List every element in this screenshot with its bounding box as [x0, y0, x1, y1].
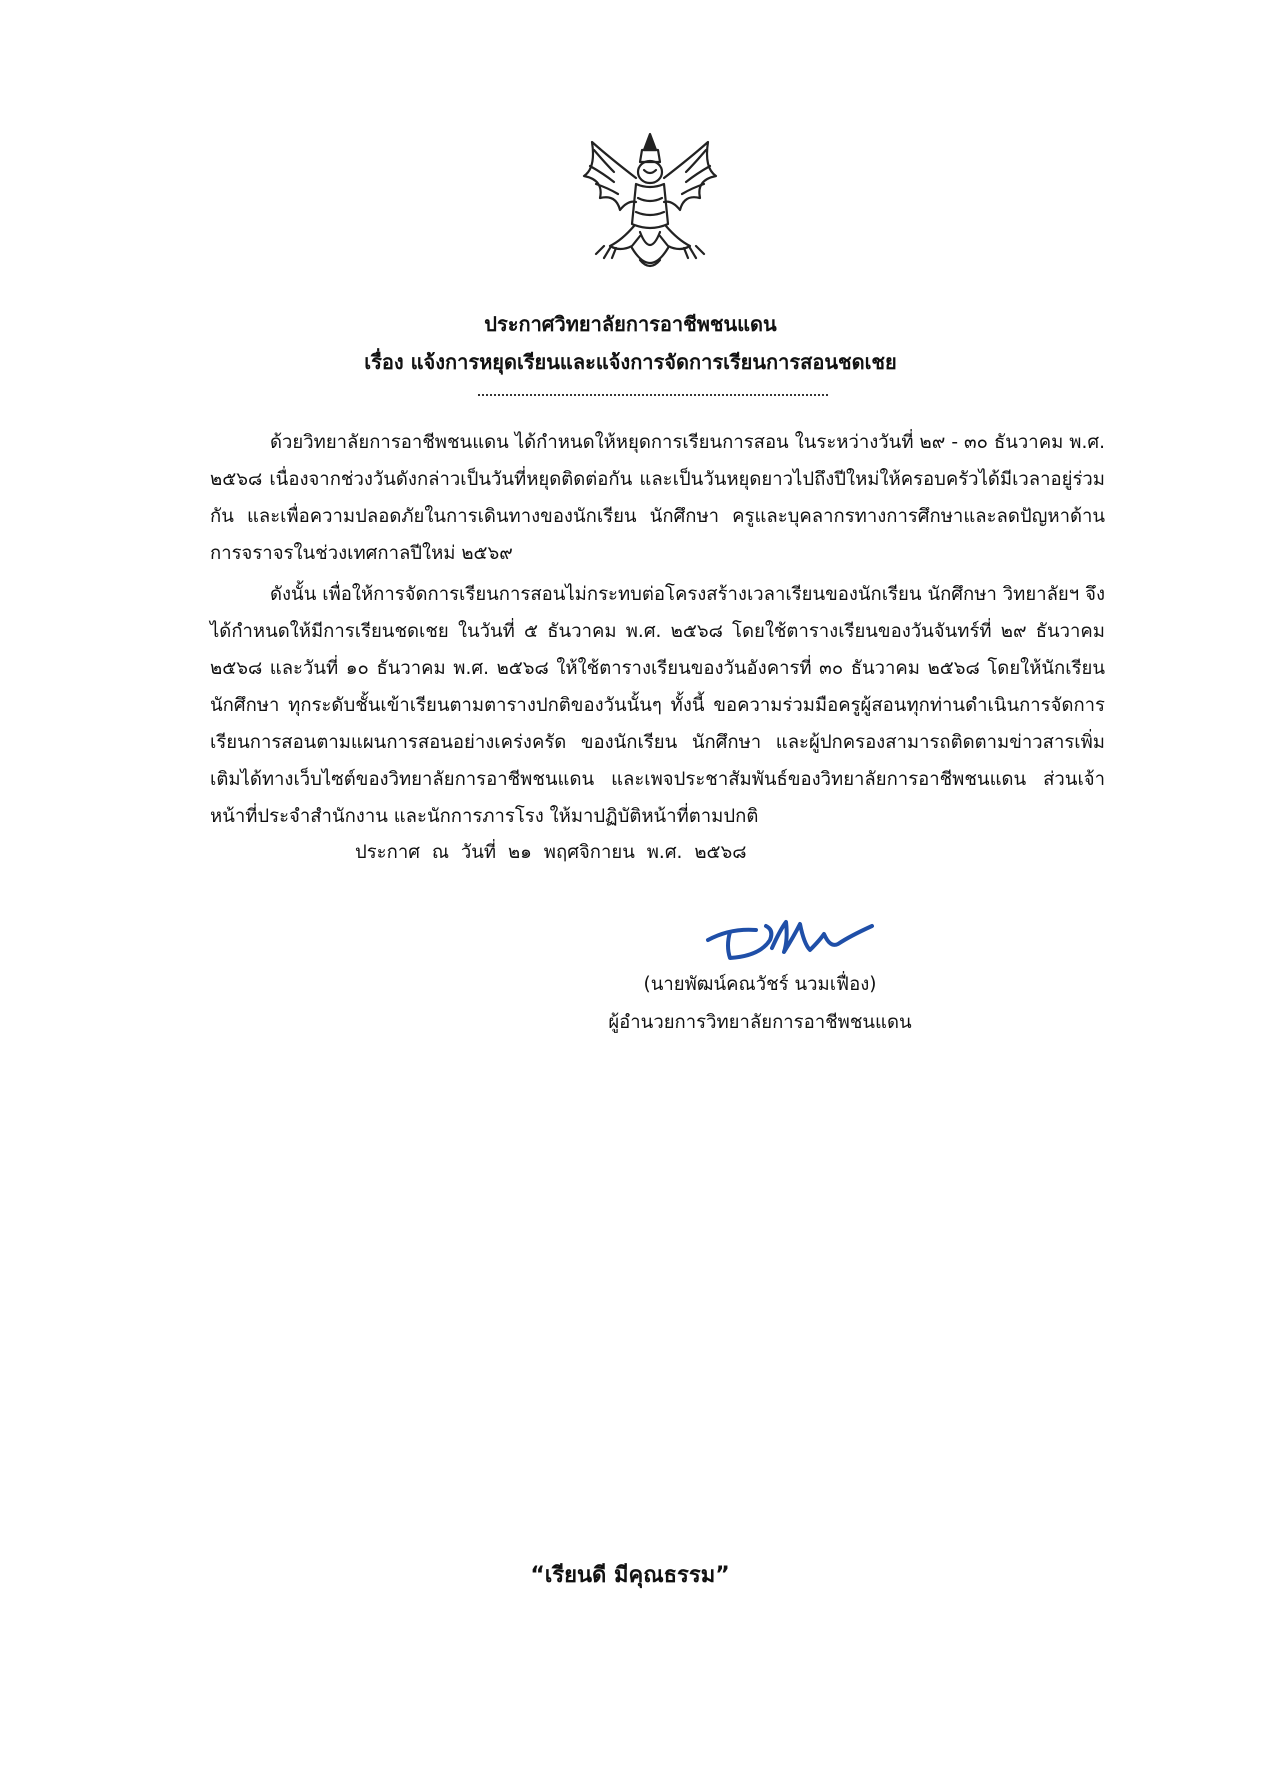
announce-date: ประกาศ ณ วันที่ ๒๑ พฤศจิกายน พ.ศ. ๒๕๖๘	[355, 842, 747, 863]
signature-icon	[700, 900, 880, 970]
signer-title: ผู้อำนวยการวิทยาลัยการอาชีพชนแดน	[608, 1012, 912, 1033]
body-paragraph-2: ดังนั้น เพื่อให้การจัดการเรียนการสอนไม่กระทบต่อโครงสร้างเวลาเรียนของนักเรียน นักศึกษา วิทยาลัยฯ จึงได้กำหนดให้มีการเรียนชดเชย ในวันที่ ๕ ธันวาคม พ.ศ. ๒๕๖๘ โดยใช้ตารางเรียนของวันจันทร์ที่ ๒๙ ธันวาคม ๒๕๖๘ และวันที่ ๑๐ ธันวาคม พ.ศ. ๒๕๖๘ ให้ใช้ตารางเรียนของวันอังคารที่ ๓๐ ธันวาคม ๒๕๖๘ โดยให้นักเรียน นักศึกษา ทุกระดับชั้นเข้าเรียนตามตารางปกติของวันนั้นๆ ทั้งนี้ ขอความร่วมมือครูผู้สอนทุกท่านดำเนินการจัดการเรียนการสอนตามแผนการสอนอย่างเคร่งครัด ของนักเรียน นักศึกษา และผู้ปกครองสามารถติดตามข่าวสารเพิ่มเติมได้ทางเว็บไซต์ของวิทยาลัยการอาชีพชนแดน และเพจประชาสัมพันธ์ของวิทยาลัยการอาชีพชนแดน ส่วนเจ้าหน้าที่ประจำสำนักงาน และนักการภารโรง ให้มาปฏิบัติหน้าที่ตามปกติ	[210, 584, 1105, 827]
dotted-divider	[478, 388, 828, 396]
announcement-subject: เรื่อง แจ้งการหยุดเรียนและแจ้งการจัดการเรียนการสอนชดเชย	[364, 350, 897, 374]
body-paragraph-1: ด้วยวิทยาลัยการอาชีพชนแดน ได้กำหนดให้หยุดการเรียนการสอน ในระหว่างวันที่ ๒๙ - ๓๐ ธันวาคม พ.ศ. ๒๕๖๘ เนื่องจากช่วงวันดังกล่าวเป็นวันที่หยุดติดต่อกัน และเป็นวันหยุดยาวไปถึงปีใหม่ให้ครอบครัวได้มีเวลาอยู่ร่วมกัน และเพื่อความปลอดภัยในการเดินทางของนักเรียน นักศึกษา ครูและบุคลากรทางการศึกษาและลดปัญหาด้านการจราจรในช่วงเทศกาลปีใหม่ ๒๕๖๙	[210, 432, 1105, 564]
signer-name: (นายพัฒน์คณวัชร์ นวมเฟื่อง)	[643, 974, 877, 995]
announcement-title: ประกาศวิทยาลัยการอาชีพชนแดน	[484, 312, 777, 336]
motto: “เรียนดี มีคุณธรรม”	[530, 1563, 730, 1588]
garuda-emblem-icon	[570, 128, 730, 288]
